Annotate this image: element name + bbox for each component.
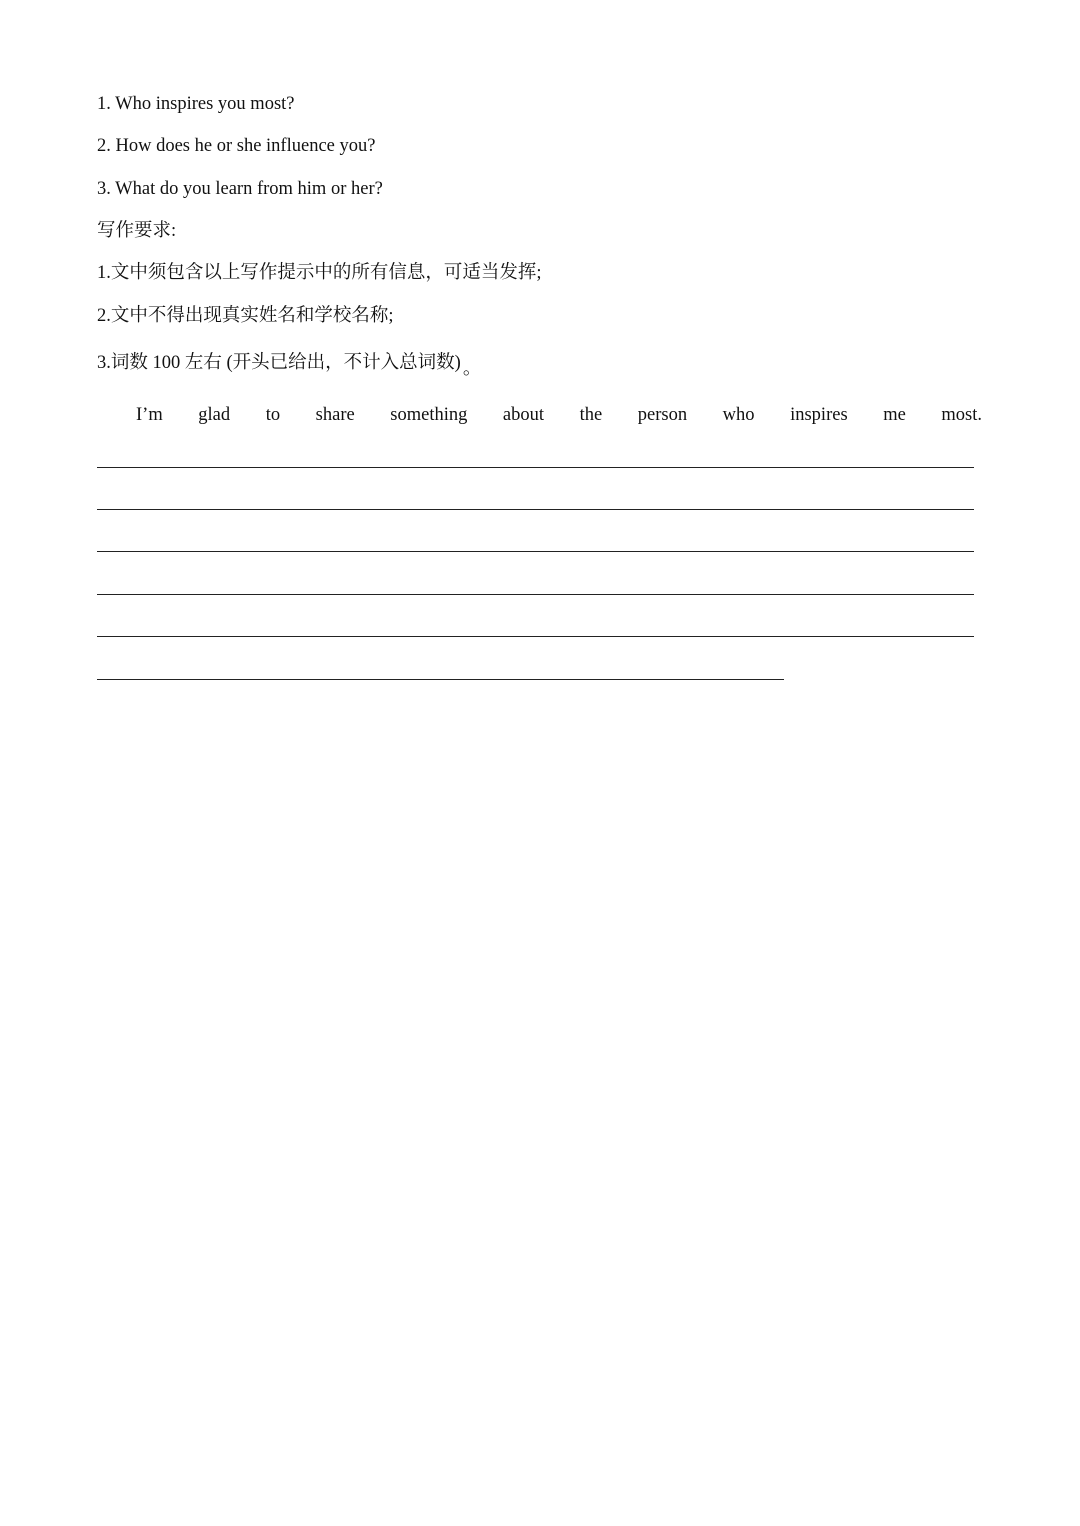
answer-blank-line-2[interactable] (97, 509, 974, 510)
requirement-1: 1.文中须包含以上写作提示中的所有信息，可适当发挥; (97, 263, 542, 283)
requirement-3-period: 。 (462, 359, 482, 379)
requirement-3 (97, 351, 482, 379)
starter-word: inspires (790, 405, 848, 425)
writing-prompt-q1: 1. Who inspires you most? (97, 94, 295, 114)
starter-word: share (315, 405, 355, 425)
writing-prompt-q3: 3. What do you learn from him or her? (97, 179, 383, 199)
answer-blank-line-4[interactable] (97, 594, 974, 595)
requirement-2: 2.文中不得出现真实姓名和学校名称; (97, 306, 394, 326)
starter-word: person (637, 405, 688, 425)
starter-word: who (722, 405, 755, 425)
starter-word: most. (941, 405, 982, 425)
starter-word: me (883, 405, 906, 425)
starter-word: I’m (136, 405, 163, 425)
answer-blank-line-1[interactable] (97, 467, 974, 468)
essay-starter-sentence (136, 403, 982, 427)
requirements-title: 写作要求: (97, 221, 177, 241)
answer-blank-line-5[interactable] (97, 636, 974, 637)
requirement-3-text: 3.词数 100 左右 (开头已给出，不计入总词数) (97, 353, 461, 373)
starter-word: glad (198, 405, 231, 425)
answer-blank-line-6[interactable] (97, 679, 784, 680)
writing-prompt-q2: 2. How does he or she influence you? (97, 136, 376, 156)
starter-word: about (502, 405, 545, 425)
answer-blank-line-3[interactable] (97, 551, 974, 552)
starter-word: the (579, 405, 603, 425)
starter-word: to (265, 405, 281, 425)
starter-word: something (390, 405, 468, 425)
